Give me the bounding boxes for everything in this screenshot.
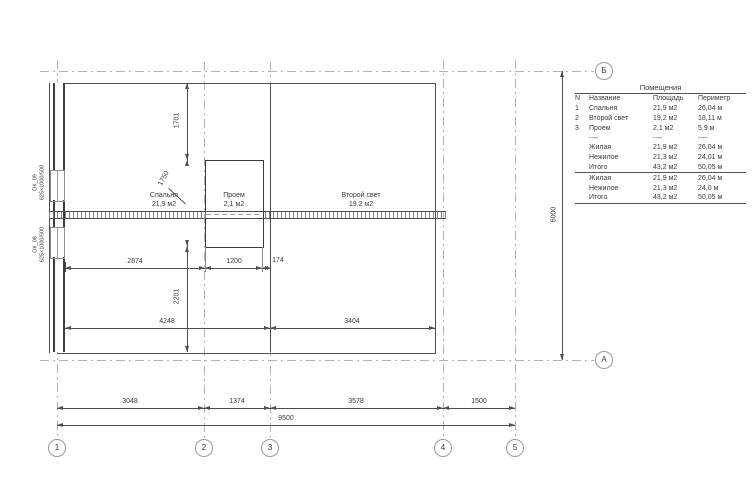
hatch-band-gap (206, 212, 262, 218)
cell-area: ---- (653, 134, 663, 142)
table-divider-row (575, 133, 746, 143)
dim-label-1750: 1750 (157, 169, 171, 188)
cell-area: 21,9 м2 (653, 144, 678, 152)
cell-area: 19,2 м2 (653, 114, 678, 122)
table-row (575, 173, 746, 183)
cell-n: 2 (575, 114, 579, 122)
table-row (575, 163, 746, 173)
cell-area: 43,2 м2 (653, 163, 678, 171)
dim-line-total-width (57, 425, 515, 426)
cell-perimeter: 5,9 м (698, 124, 715, 132)
dim-label-9500: 9500 (278, 415, 294, 422)
wall-segment (53, 83, 65, 170)
dim-label-6000: 6000 (550, 206, 558, 223)
cell-name: Нежилое (589, 154, 619, 162)
dim-arrow (205, 266, 211, 270)
rooms-table (575, 82, 746, 204)
room-label-bedroom (124, 192, 204, 209)
grid-line-A (40, 360, 594, 361)
grid-bubble-3: 3 (261, 439, 279, 457)
dim-arrow (262, 266, 268, 270)
dim-ext (65, 262, 66, 272)
dim-label-3404: 3404 (344, 318, 360, 325)
window-mark-ok09-size: 625×1000/500 (39, 164, 46, 201)
col-header-perimeter: Периметр (698, 95, 731, 103)
cell-perimeter: 50,05 м (698, 163, 723, 171)
cell-name: Проем (589, 124, 611, 132)
wall-segment (53, 257, 65, 352)
cell-name: Нежилое (589, 184, 619, 192)
dim-arrow (185, 160, 189, 166)
dim-arrow (270, 326, 276, 330)
cell-name: Спальня (589, 105, 618, 113)
dim-label-2201: 2201 (173, 288, 181, 305)
window-mark-ok09-code: ОК_09 (32, 174, 39, 191)
cell-area: 21,3 м2 (653, 154, 678, 162)
dim-label-1701: 1701 (173, 112, 181, 129)
cell-perimeter: 26,04 м (698, 144, 723, 152)
cell-area: 43,2 м2 (653, 194, 678, 202)
cell-perimeter: 18,11 м (698, 114, 722, 122)
cell-area: 2,1 м2 (653, 124, 674, 132)
window-symbol-ok08 (50, 227, 65, 259)
dim-label-1374: 1374 (229, 398, 245, 405)
dim-label-4248: 4248 (159, 318, 175, 325)
cell-name: Жилая (589, 174, 612, 182)
cell-area: 21,9 м2 (653, 105, 678, 113)
dim-line-2201 (187, 246, 188, 352)
grid-line-5 (515, 60, 516, 440)
cell-perimeter: 26,04 м (698, 174, 723, 182)
cell-name: Жилая (589, 144, 612, 152)
room-area: 2,1 м2 (223, 200, 245, 208)
cell-perimeter: ---- (698, 134, 708, 142)
grid-line-B (40, 71, 594, 72)
col-header-name: Название (589, 95, 621, 103)
room-name: Второй свет (341, 192, 381, 199)
room-area: 19,2 м2 (348, 200, 374, 208)
cell-area: 21,9 м2 (653, 174, 678, 182)
grid-bubble-B: Б (595, 62, 613, 80)
table-row (575, 183, 746, 193)
room-label-second-light (321, 192, 401, 209)
cell-n: 3 (575, 124, 579, 132)
grid-bubble-4: 4 (434, 439, 452, 457)
dim-line-row2 (65, 328, 435, 329)
table-row (575, 114, 746, 124)
dim-label-3048: 3048 (122, 398, 138, 405)
dim-label-3578: 3578 (348, 398, 364, 405)
cell-perimeter: 24,01 м (698, 154, 723, 162)
room-label-opening (194, 192, 274, 209)
dim-label-1200: 1200 (226, 258, 242, 265)
window-mark-ok08-size: 625×1000/500 (39, 226, 46, 263)
dim-arrow (204, 406, 210, 410)
window-mark-ok08 (33, 222, 48, 268)
dim-arrow (270, 406, 276, 410)
window-symbol-ok09 (50, 170, 65, 202)
grid-line-4 (443, 60, 444, 440)
dim-arrow (443, 406, 449, 410)
cell-name: Итого (589, 163, 608, 171)
dim-arrow (185, 240, 189, 246)
dim-label-1500: 1500 (471, 398, 487, 405)
cell-perimeter: 50,05 м (698, 194, 723, 202)
table-row (575, 153, 746, 163)
dim-label-2874: 2874 (127, 258, 143, 265)
col-header-area: Площадь (653, 95, 684, 103)
room-area: 21,9 м2 (151, 200, 177, 208)
grid-bubble-5: 5 (506, 439, 524, 457)
window-mark-ok09 (33, 160, 48, 206)
dim-label-174: 174 (272, 257, 284, 264)
cell-name: Второй свет (589, 114, 629, 122)
grid-bubble-A: А (595, 351, 613, 369)
table-row (575, 104, 746, 114)
cell-perimeter: 24,0 м (698, 184, 719, 192)
cell-n: 1 (575, 105, 579, 113)
grid-bubble-2: 2 (195, 439, 213, 457)
grid-bubble-1: 1 (48, 439, 66, 457)
cell-perimeter: 26,04 м (698, 105, 723, 113)
dim-line-row1 (65, 268, 271, 269)
window-mark-ok08-code: ОК_08 (32, 236, 39, 253)
hatch-gap-centerline (206, 214, 262, 215)
cell-area: 21,3 м2 (653, 184, 678, 192)
dim-line-1701 (187, 83, 188, 160)
col-header-n: N (575, 95, 581, 103)
table-header-row (575, 94, 746, 104)
table-row (575, 193, 746, 203)
cell-name: ---- (589, 134, 599, 142)
table-row (575, 123, 746, 133)
rooms-table-title: Помещения (639, 83, 682, 92)
dim-line-total-height (562, 71, 563, 360)
cell-name: Итого (589, 194, 608, 202)
table-rule (575, 203, 746, 204)
room-name: Проем (223, 192, 245, 199)
table-row (575, 143, 746, 153)
room-name: Спальня (149, 192, 179, 199)
